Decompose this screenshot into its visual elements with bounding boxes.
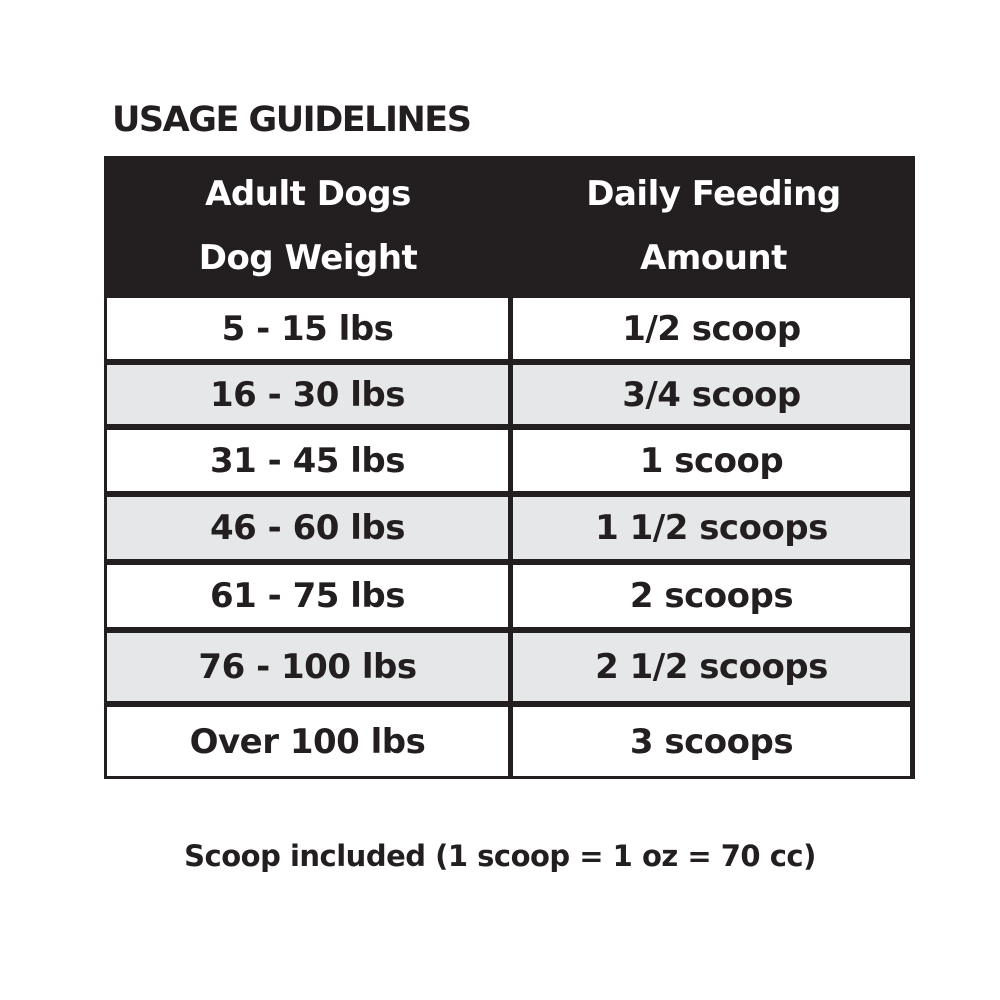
page-title: USAGE GUIDELINES [112, 100, 471, 140]
dog-weight-cell: 31 - 45 lbs [107, 430, 508, 491]
feeding-amount-cell: 3 scoops [513, 707, 910, 776]
header-line: Dog Weight [198, 237, 418, 278]
feeding-amount-cell: 1 scoop [513, 430, 910, 491]
scoop-footnote: Scoop included (1 scoop = 1 oz = 70 cc) [184, 839, 816, 873]
feeding-amount-cell: 1 1/2 scoops [513, 497, 910, 559]
header-line: Amount [640, 237, 787, 278]
feeding-table [104, 156, 915, 779]
header-line: Adult Dogs [205, 173, 411, 214]
header-dog-weight [104, 156, 512, 295]
dog-weight-cell: Over 100 lbs [107, 707, 508, 776]
feeding-amount-cell: 2 scoops [513, 565, 910, 627]
dog-weight-cell: 16 - 30 lbs [107, 365, 508, 424]
dog-weight-cell: 46 - 60 lbs [107, 497, 508, 559]
header-line: Daily Feeding [586, 173, 841, 214]
dog-weight-cell: 76 - 100 lbs [107, 633, 508, 701]
dog-weight-cell: 61 - 75 lbs [107, 565, 508, 627]
feeding-amount-cell: 2 1/2 scoops [513, 633, 910, 701]
header-daily-feeding [512, 156, 915, 295]
feeding-amount-cell: 1/2 scoop [513, 298, 910, 359]
feeding-amount-cell: 3/4 scoop [513, 365, 910, 424]
dog-weight-cell: 5 - 15 lbs [107, 298, 508, 359]
